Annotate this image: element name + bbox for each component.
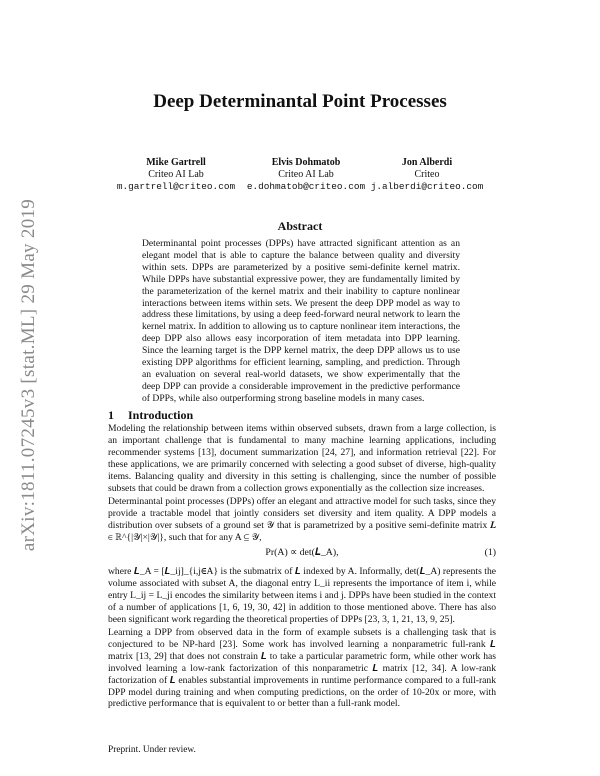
intro-paragraph: Modeling the relationship between items within observed subsets, drawn from a large collection, is an important challenge that is fundamental to many machine learning applications, including recommender systems [13], document summarization [24, 27], and information retrieval [22]. For these applications, we are primarily concerned with selecting a good subset of diverse, high-quality items. Balancing quality and diversity in this setting is challenging, since the number of possible subsets that could be drawn from a collection grows exponentially as the collection size increases. bbox=[108, 423, 496, 494]
section-heading bbox=[108, 408, 193, 423]
arxiv-identifier-text: arXiv:1811.07245v3 [stat.ML] 29 May 2019 bbox=[18, 198, 39, 552]
author-name: Jon Alberdi bbox=[401, 157, 453, 168]
paper-title: Deep Determinantal Point Processes bbox=[153, 91, 447, 112]
abstract-heading: Abstract bbox=[277, 219, 323, 233]
intro-paragraph: Determinantal point processes (DPPs) offer an elegant and attractive model for such tasks, since they provide a tractable model that jointly considers set diversity and item quality. A DPP models a distribution over subsets of a ground set 𝒴 that is parametrized by a positive semi-definite matrix 𝑳 ∈ ℝ^{|𝒴|×|𝒴|}, such that for any A ⊆ 𝒴, bbox=[108, 496, 496, 543]
equation bbox=[108, 547, 496, 561]
intro-paragraph: where 𝑳_A = [𝑳_ij]_{i,j∈A} is the submatrix of 𝑳 indexed by A. Informally, det(𝑳_A) represents the volume associated with subset A, the diagonal entry L_ii represents the importance of item i, while entry L_ij = L_ji encodes the similarity between items i and j. DPPs have been studied in the context of a number of applications [1, 6, 19, 30, 42] in addition to those mentioned above. There has also been significant work regarding the theoretical properties of DPPs [23, 3, 1, 21, 13, 9, 25]. bbox=[108, 566, 496, 625]
author-email: e.dohmatob@criteo.com bbox=[246, 181, 366, 192]
arxiv-identifier bbox=[14, 180, 44, 570]
author-affiliation: Criteo bbox=[414, 169, 440, 180]
author-affiliation: Criteo AI Lab bbox=[278, 169, 334, 180]
author-block bbox=[106, 157, 246, 193]
section-title: Introduction bbox=[128, 408, 194, 422]
equation-number: (1) bbox=[484, 547, 496, 558]
abstract-text: Determinantal point processes (DPPs) have attracted significant attention as an elegant model that is able to capture the balance between quality and diversity within sets. DPPs are parameterized by a positive semi-definite kernel matrix. While DPPs have substantial expressive power, they are fundamentally limited by the parameterization of the kernel matrix and their inability to capture nonlinear interactions between items within sets. We present the deep DPP model as way to address these limitations, by using a deep feed-forward neural network to learn the kernel matrix. In addition to allowing us to capture nonlinear item interactions, the deep DPP also allows easy incorporation of item metadata into DPP learning. Since the learning target is the DPP kernel matrix, the deep DPP allows us to use existing DPP algorithms for efficient learning, sampling, and prediction. Through an evaluation on several real-world datasets, we show experimentally that the deep DPP can provide a considerable improvement in the predictive performance of DPPs, while also outperforming strong baseline models in many cases. bbox=[142, 238, 460, 404]
author-block bbox=[357, 157, 497, 193]
section-number: 1 bbox=[108, 408, 114, 422]
intro-paragraph: Learning a DPP from observed data in the form of example subsets is a challenging task that is conjectured to be NP-hard [23]. Some work has involved learning a nonparametric full-rank 𝑳 matrix [13, 29] that does not constrain 𝑳 to take a particular parametric form, while other work has involved learning a low-rank factorization of this nonparametric 𝑳 matrix [12, 34]. A low-rank factorization of 𝑳 enables substantial improvements in runtime performance compared to a full-rank DPP model during training and when computing predictions, on the order of 10-20x or more, with predictive performance that is equivalent to or better than a full-rank model. bbox=[108, 627, 496, 710]
author-block bbox=[236, 157, 376, 193]
footer-note: Preprint. Under review. bbox=[108, 745, 196, 755]
author-email: j.alberdi@criteo.com bbox=[370, 181, 484, 192]
author-affiliation: Criteo AI Lab bbox=[148, 169, 204, 180]
author-email: m.gartrell@criteo.com bbox=[116, 181, 236, 192]
author-name: Mike Gartrell bbox=[146, 157, 206, 168]
author-name: Elvis Dohmatob bbox=[271, 157, 341, 168]
equation-expression: Pr(A) ∝ det(𝑳_A), bbox=[265, 547, 339, 558]
